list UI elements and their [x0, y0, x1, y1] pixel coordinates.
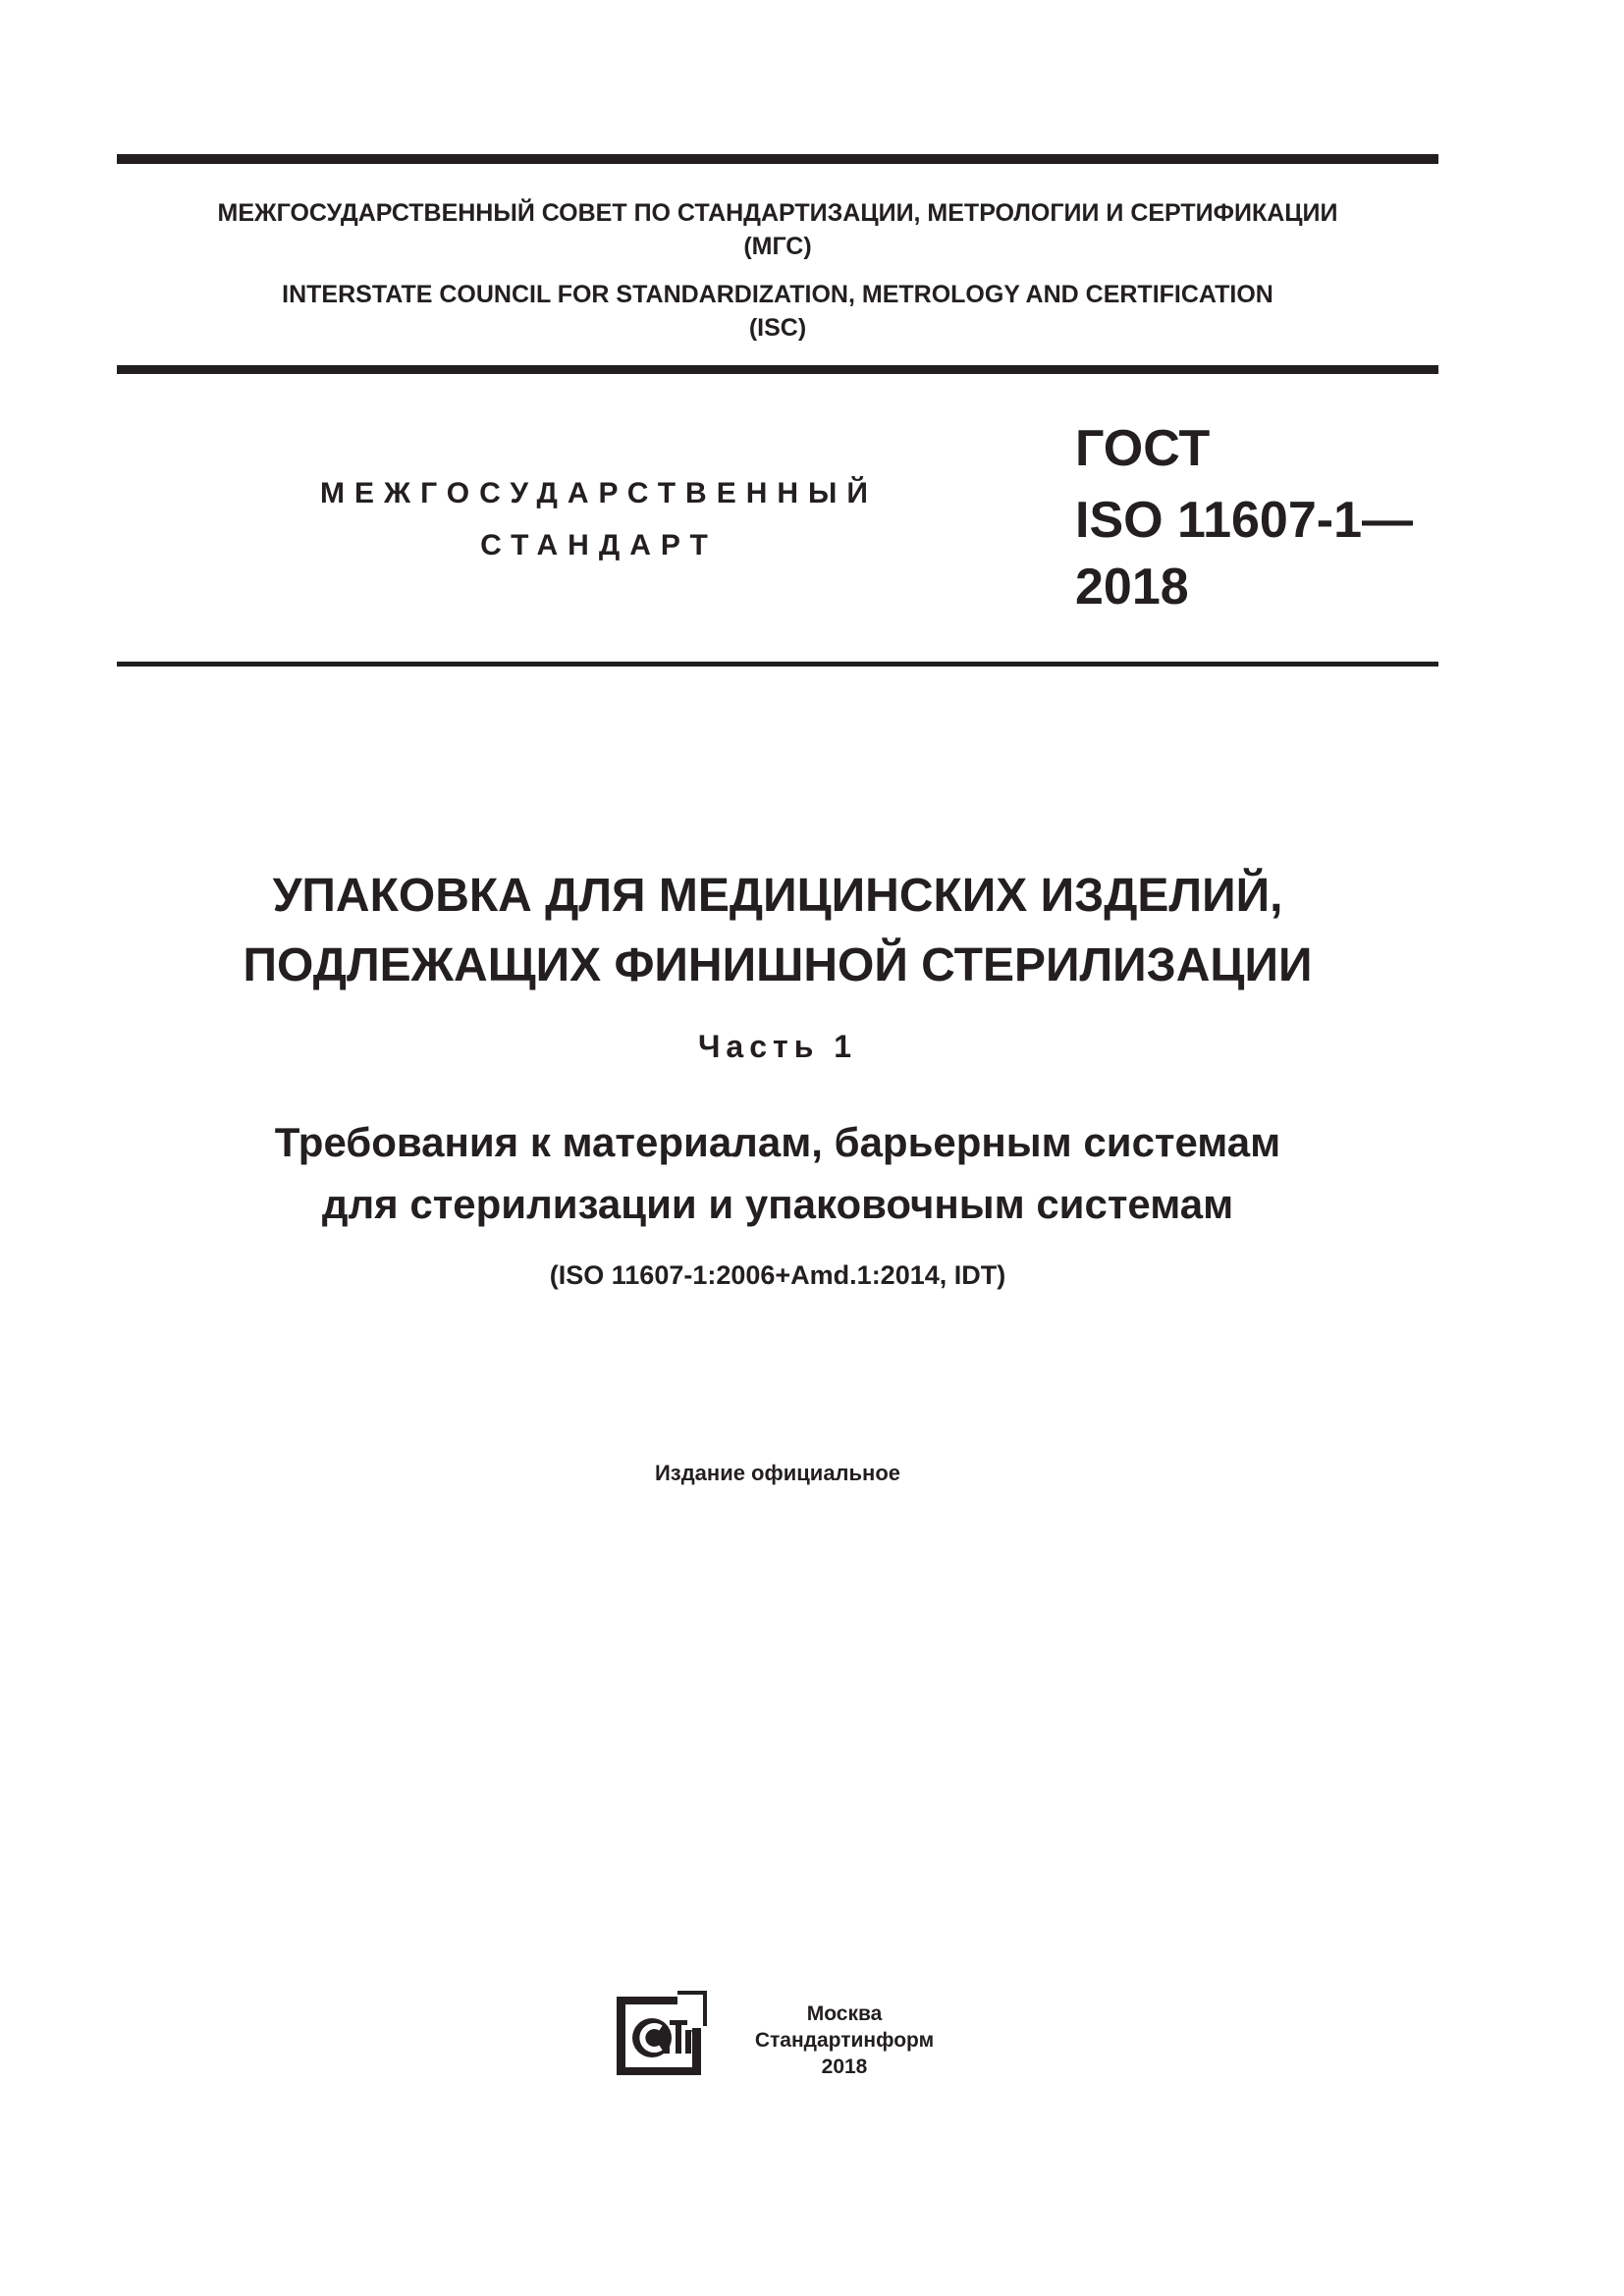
- standard-kind-line1: МЕЖГОСУДАРСТВЕННЫЙ: [320, 477, 878, 509]
- council-name-en: [117, 278, 1438, 345]
- publisher-city: Москва: [806, 2002, 883, 2025]
- edition-note: Издание официальное: [654, 1461, 901, 1485]
- top-rule: [117, 154, 1438, 164]
- council-name-ru: [117, 196, 1438, 263]
- document-subtitle-line1: Требования к материалам, барьерным системам: [274, 1119, 1281, 1165]
- council-abbr-en: (ISC): [748, 314, 807, 342]
- designation-line1: ГОСТ: [1075, 420, 1211, 477]
- designation-line2: ISO 11607-1—: [1075, 492, 1413, 549]
- middle-rule: [117, 365, 1438, 374]
- bottom-rule: [117, 662, 1438, 667]
- council-name-ru-line1: МЕЖГОСУДАРСТВЕННЫЙ СОВЕТ ПО СТАНДАРТИЗАЦИИ, МЕТРОЛОГИИ И СЕРТИФИКАЦИИ: [217, 199, 1338, 227]
- document-title-line1: УПАКОВКА ДЛЯ МЕДИЦИНСКИХ ИЗДЕЛИЙ,: [272, 870, 1283, 922]
- council-name-en-line1: INTERSTATE COUNCIL FOR STANDARDIZATION, METROLOGY AND CERTIFICATION: [282, 281, 1273, 308]
- publisher-name: Стандартинформ: [754, 2029, 935, 2052]
- document-title-line2: ПОДЛЕЖАЩИХ ФИНИШНОЙ СТЕРИЛИЗАЦИИ: [243, 939, 1313, 991]
- part-label: Часть 1: [697, 1029, 858, 1064]
- council-abbr-ru: (МГС): [743, 233, 812, 260]
- document-subtitle-line2: для стерилизации и упаковочным системам: [321, 1181, 1234, 1227]
- standartinform-logo-icon: [615, 1989, 709, 2077]
- iso-reference: (ISO 11607-1:2006+Amd.1:2014, IDT): [549, 1260, 1006, 1290]
- standard-kind-line2: СТАНДАРТ: [480, 529, 718, 561]
- designation-line3: 2018: [1075, 559, 1189, 615]
- publication-year: 2018: [821, 2056, 868, 2078]
